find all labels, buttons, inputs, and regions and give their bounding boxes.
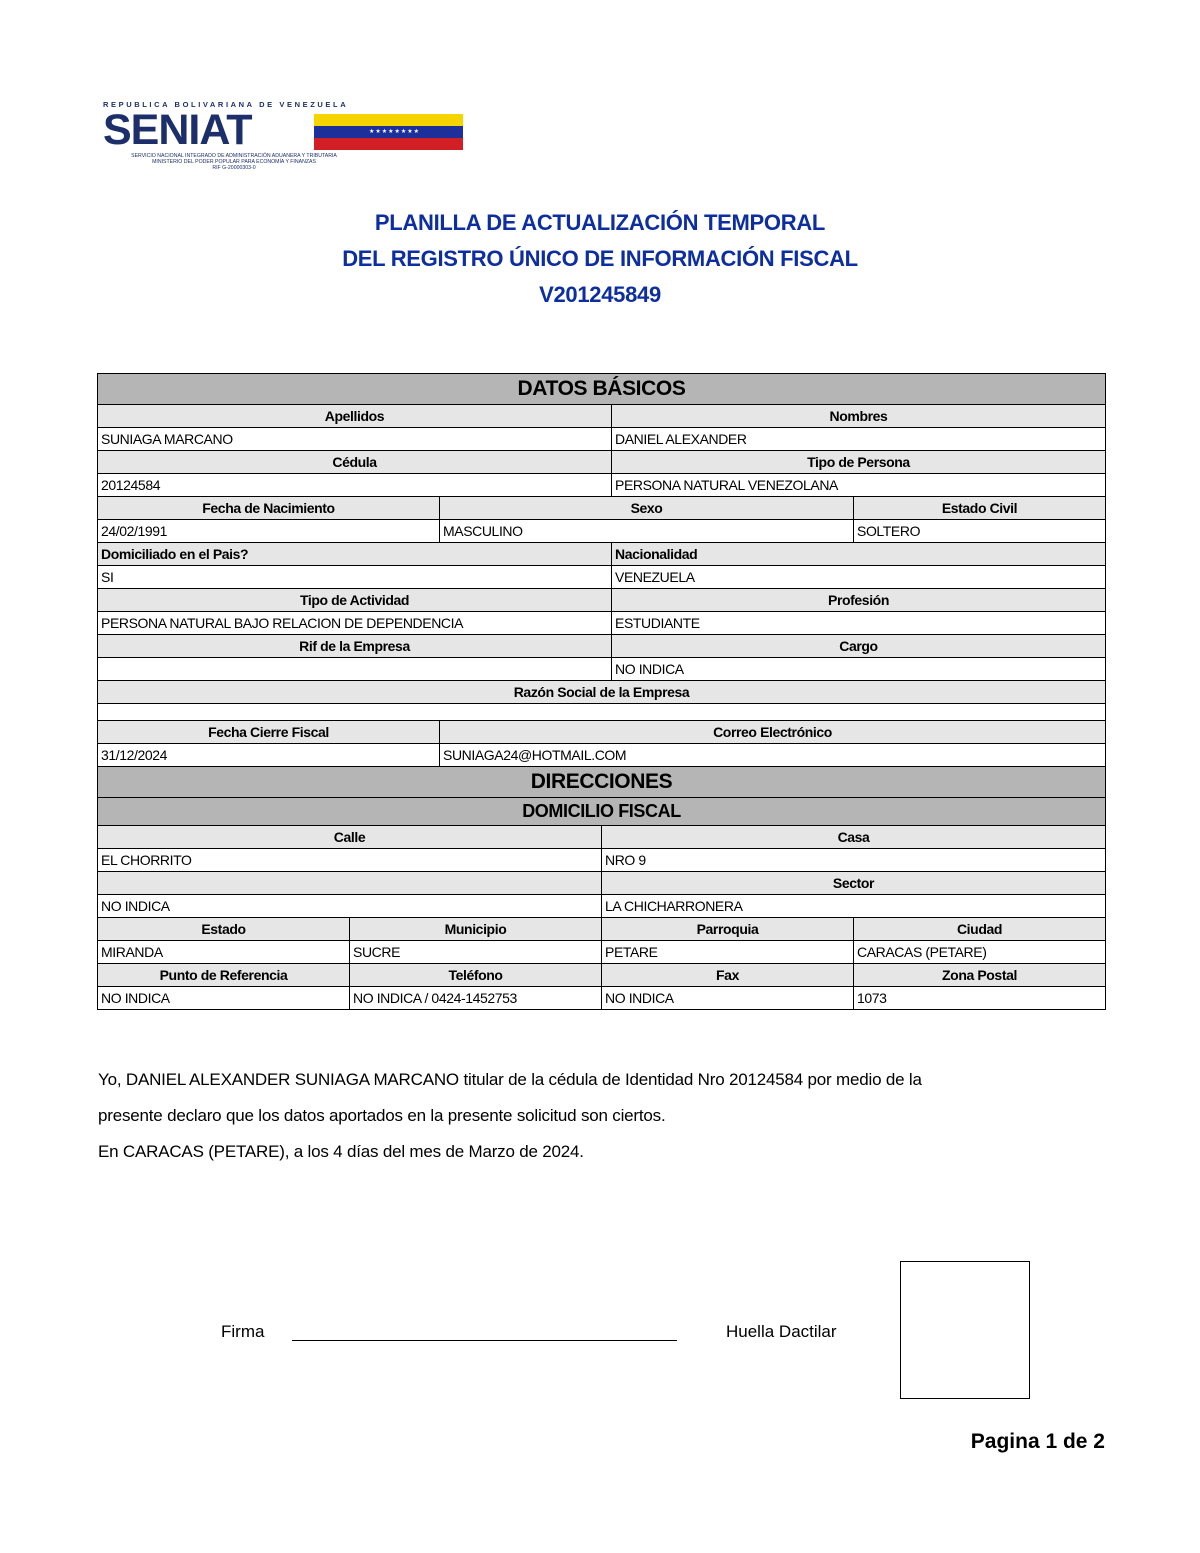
label-telefono: Teléfono	[350, 964, 602, 987]
value-sexo: MASCULINO	[440, 520, 854, 543]
label-correo: Correo Electrónico	[440, 721, 1106, 744]
declaration-line2: presente declaro que los datos aportados en la presente solicitud son ciertos.	[98, 1106, 666, 1125]
label-zona-postal: Zona Postal	[854, 964, 1106, 987]
label-tipo-persona: Tipo de Persona	[612, 451, 1106, 474]
declaration-text	[98, 1062, 1108, 1170]
value-tipo-actividad: PERSONA NATURAL BAJO RELACION DE DEPENDENCIA	[98, 612, 612, 635]
declaration-line1: Yo, DANIEL ALEXANDER SUNIAGA MARCANO titular de la cédula de Identidad Nro 20124584 por medio de la	[98, 1070, 922, 1089]
label-nombres: Nombres	[612, 405, 1106, 428]
label-ciudad: Ciudad	[854, 918, 1106, 941]
logo-subtitle-3: RIF G-20000303-0	[212, 165, 256, 171]
value-tipo-persona: PERSONA NATURAL VENEZOLANA	[612, 474, 1106, 497]
document-title-line2: DEL REGISTRO ÚNICO DE INFORMACIÓN FISCAL	[342, 246, 858, 271]
value-estado: MIRANDA	[98, 941, 350, 964]
logo-subtitle-2: MINISTERIO DEL PODER POPULAR PARA ECONOMÍA Y FINANZAS	[152, 159, 316, 165]
value-sector: LA CHICHARRONERA	[602, 895, 1106, 918]
value-cedula: 20124584	[98, 474, 612, 497]
fingerprint-box	[900, 1261, 1030, 1399]
document-title-line1: PLANILLA DE ACTUALIZACIÓN TEMPORAL	[374, 210, 826, 235]
value-punto-referencia: NO INDICA	[98, 987, 350, 1010]
label-profesion: Profesión	[612, 589, 1106, 612]
seniat-logo	[103, 100, 421, 178]
label-estado-civil: Estado Civil	[854, 497, 1106, 520]
value-rif-empresa	[98, 658, 612, 681]
label-casa: Casa	[602, 826, 1106, 849]
signature-line	[292, 1340, 677, 1341]
label-domiciliado: Domiciliado en el Pais?	[98, 543, 612, 566]
label-apellidos: Apellidos	[98, 405, 612, 428]
label-nacionalidad: Nacionalidad	[612, 543, 1106, 566]
rif-data-table	[97, 373, 1106, 1010]
value-urbanizacion: NO INDICA	[98, 895, 602, 918]
document-rif-number: V201245849	[539, 282, 661, 307]
section-direcciones: DIRECCIONES	[98, 767, 1106, 798]
firma-label: Firma	[221, 1322, 265, 1341]
label-rif-empresa: Rif de la Empresa	[98, 635, 612, 658]
label-fax: Fax	[602, 964, 854, 987]
label-parroquia: Parroquia	[602, 918, 854, 941]
value-zona-postal: 1073	[854, 987, 1106, 1010]
section-datos-basicos: DATOS BÁSICOS	[98, 374, 1106, 405]
venezuela-flag-icon: ★★★★★★★★	[314, 114, 463, 150]
logo-top-text: REPUBLICA BOLIVARIANA DE VENEZUELA	[103, 100, 349, 109]
label-calle: Calle	[98, 826, 602, 849]
value-calle: EL CHORRITO	[98, 849, 602, 872]
huella-label: Huella Dactilar	[726, 1322, 837, 1341]
value-casa: NRO 9	[602, 849, 1106, 872]
value-correo: SUNIAGA24@HOTMAIL.COM	[440, 744, 1106, 767]
value-razon-social	[98, 704, 1106, 721]
label-cargo: Cargo	[612, 635, 1106, 658]
logo-wordmark: SENIAT	[103, 106, 252, 154]
label-tipo-actividad: Tipo de Actividad	[98, 589, 612, 612]
value-municipio: SUCRE	[350, 941, 602, 964]
value-fecha-cierre-fiscal: 31/12/2024	[98, 744, 440, 767]
value-ciudad: CARACAS (PETARE)	[854, 941, 1106, 964]
label-sexo: Sexo	[440, 497, 854, 520]
value-nacionalidad: VENEZUELA	[612, 566, 1106, 589]
label-punto-referencia: Punto de Referencia	[98, 964, 350, 987]
value-estado-civil: SOLTERO	[854, 520, 1106, 543]
label-sector: Sector	[602, 872, 1106, 895]
section-domicilio-fiscal: DOMICILIO FISCAL	[98, 798, 1106, 826]
value-nombres: DANIEL ALEXANDER	[612, 428, 1106, 451]
declaration-line3: En CARACAS (PETARE), a los 4 días del mes de Marzo de 2024.	[98, 1142, 584, 1161]
value-cargo: NO INDICA	[612, 658, 1106, 681]
page-number: Pagina 1 de 2	[970, 1430, 1105, 1453]
value-fax: NO INDICA	[602, 987, 854, 1010]
label-municipio: Municipio	[350, 918, 602, 941]
value-parroquia: PETARE	[602, 941, 854, 964]
value-apellidos: SUNIAGA MARCANO	[98, 428, 612, 451]
label-estado: Estado	[98, 918, 350, 941]
label-fecha-nacimiento: Fecha de Nacimiento	[98, 497, 440, 520]
value-telefono: NO INDICA / 0424-1452753	[350, 987, 602, 1010]
value-domiciliado: SI	[98, 566, 612, 589]
value-profesion: ESTUDIANTE	[612, 612, 1106, 635]
label-razon-social: Razón Social de la Empresa	[98, 681, 1106, 704]
value-fecha-nacimiento: 24/02/1991	[98, 520, 440, 543]
label-urbanizacion	[98, 872, 602, 895]
label-fecha-cierre-fiscal: Fecha Cierre Fiscal	[98, 721, 440, 744]
logo-subtitle-1: SERVICIO NACIONAL INTEGRADO DE ADMINISTRACIÓN ADUANERA Y TRIBUTARIA	[131, 153, 337, 159]
label-cedula: Cédula	[98, 451, 612, 474]
